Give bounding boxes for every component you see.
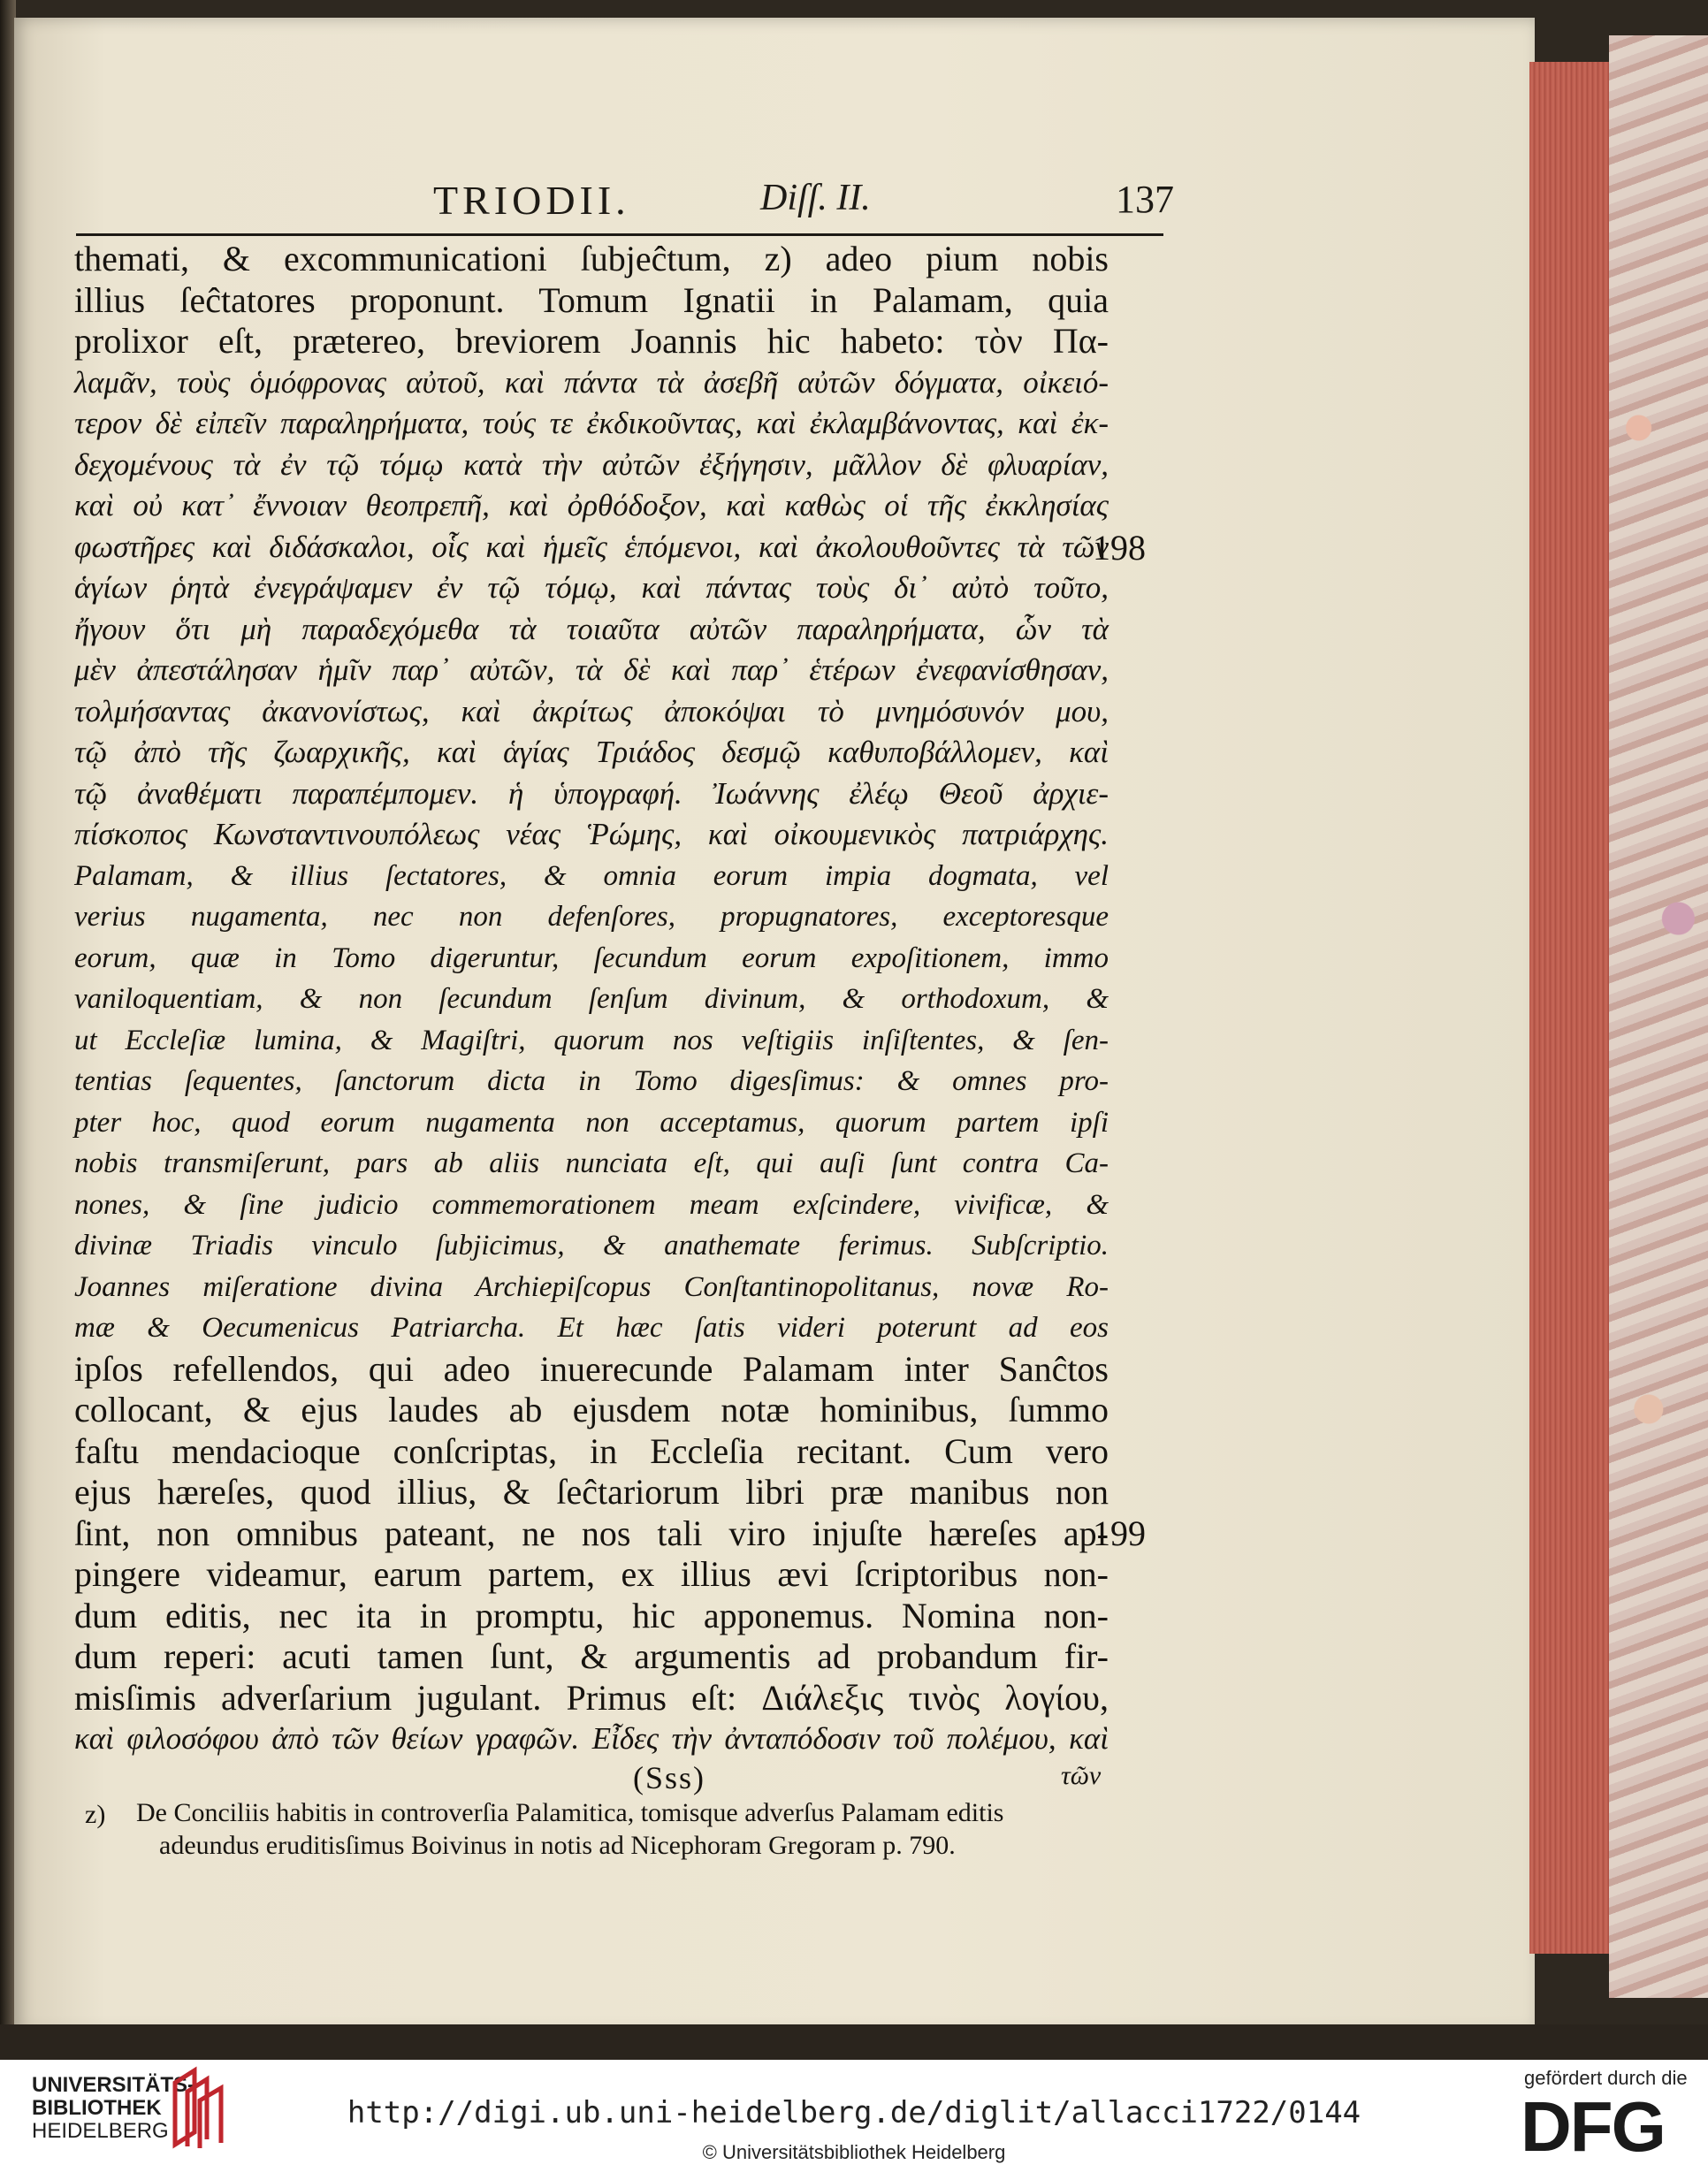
footnote-line: adeundus eruditisſimus Boivinus in notis ad Nicephoram Gregoram p. 790. [159,1831,956,1860]
footnote-mark: z) [85,1800,106,1829]
logo-line: BIBLIOTHEK [32,2096,162,2120]
running-title: TRIODII. [433,178,630,223]
text-line: mæ & Oecumenicus Patriarcha. Et hæc ſatis videri poterunt ad eos [74,1312,1109,1344]
text-line: tentias ſequentes, ſanctorum dicta in Tomo digesſimus: & omnes pro- [74,1065,1109,1097]
text-line: Palamam, & illius ſectatores, & omnia eorum impia dogmata, vel [74,859,1109,892]
margin-number: 198 [1093,528,1146,568]
header-rule [76,233,1163,236]
text-line: Joannes miſeratione divina Archiepiſcopus Conſtantinopolitanus, novæ Ro- [74,1270,1109,1303]
margin-number: 199 [1093,1513,1146,1553]
marbled-cover [1609,35,1708,1998]
funding-label: gefördert durch die [1524,2067,1688,2089]
text-line: δεχομένους τὰ ἐν τῷ τόμῳ κατὰ τὴν αὐτῶν ἐξήγησιν, μᾶλλον δὲ φλυαρίαν, [74,446,1109,482]
text-line: illius ſeĉtatores proponunt. Tomum Ignatii in Palamam, quia [74,279,1109,320]
text-line: dum editis, nec ita in promptu, hic apponemus. Nomina non- [74,1595,1109,1635]
text-line: ἤγουν ὅτι μὴ παραδεχόμεθα τὰ τοιαῦτα αὐτῶν παραληρήματα, ὧν τὰ [74,611,1109,646]
red-page-edges [1529,62,1609,1954]
text-line: μὲν ἀπεστάλησαν ἡμῖν παρ᾽ αὐτῶν, τὰ δὲ καὶ παρ᾽ ἑτέρων ἐνεφανίσθησαν, [74,652,1109,687]
text-line: λαμᾶν, τοὺς ὁμόφρονας αὐτοῦ, καὶ πάντα τὰ ἀσεβῆ αὐτῶν δόγματα, οἰκειό- [74,364,1109,400]
text-line: pingere videamur, earum partem, ex illius ævi ſcriptoribus non- [74,1554,1109,1594]
text-line: themati, & excommunicationi ſubjeĉtum, z) adeo pium nobis [74,239,1109,278]
text-line: pter hoc, quod eorum nugamenta non acceptamus, quorum partem ipſi [74,1106,1109,1139]
text-line: τῷ ἀπὸ τῆς ζωαρχικῆς, καὶ ἁγίας Τριάδος δεσμῷ καθυποβάλλομεν, καὶ [74,735,1109,769]
catchword: τῶν [1061,1761,1102,1790]
text-line: πίσκοπος Κωνσταντινουπόλεως νέας Ῥώμης, καὶ οἰκουμενικὸς πατριάρχης. [74,817,1109,851]
signature-mark: (Sss) [633,1760,706,1795]
text-line: prolixor eſt, prætereo, breviorem Joannis hic habeto: τὸν Πα- [74,321,1109,361]
text-line: καὶ οὐ κατ᾽ ἔννοιαν θεοπρεπῆ, καὶ ὀρθόδοξον, καὶ καθὼς οἱ τῆς ἐκκλησίας [74,488,1109,522]
text-line: collocant, & ejus laudes ab ejusdem notæ hominibus, ſummo [74,1390,1109,1429]
text-line: misſimis adverſarium jugulant. Primus eſt: Διάλεξις τινὸς λογίου, [74,1677,1109,1718]
text-line: ejus hæreſes, quod illius, & ſeĉtariorum libri præ manibus non [74,1472,1109,1512]
text-line: καὶ φιλοσόφου ἀπὸ τῶν θείων γραφῶν. Εἶδες τὴν ἀνταπόδοσιν τοῦ πολέμου, καὶ [74,1721,1109,1756]
text-line: eorum, quæ in Tomo digeruntur, ſecundum eorum expoſitionem, immo [74,941,1109,974]
text-line: τῷ ἀναθέματι παραπέμπομεν. ἡ ὑπογραφή. Ἰωάννης ἐλέῳ Θεοῦ ἀρχιε- [74,775,1109,811]
footnote [85,1796,1172,1862]
text-line: ſint, non omnibus pateant, ne nos tali viro injuſte hæreſes ap- [74,1513,1109,1553]
text-line: ipſos refellendos, qui adeo inuerecunde Palamam inter Sanĉtos [74,1348,1109,1389]
copyright: © Universitätsbibliothek Heidelberg [702,2141,1006,2163]
text-line: nobis transmiſerunt, pars ab aliis nunciata eſt, qui auſi ſunt contra Ca- [74,1147,1109,1179]
dissertation-label: Diſſ. II. [760,178,871,218]
logo-line: UNIVERSITÄTS- [32,2073,195,2097]
scan-bottom-shadow [0,2024,1708,2060]
footnote-line: De Conciliis habitis in controverſia Palamitica, tomisque adverſus Palamam editis [136,1798,1004,1827]
logo-line: HEIDELBERG [32,2119,169,2143]
text-line: φωστῆρες καὶ διδάσκαλοι, οἷς καὶ ἡμεῖς ἑπόμενοι, καὶ ἀκολουθοῦντες τὰ τῶν [74,529,1109,564]
text-line: τερον δὲ εἰπεῖν παραληρήματα, τούς τε ἐκδικοῦντας, καὶ ἐκλαμβάνοντας, καὶ ἐκ- [74,406,1109,440]
permalink[interactable]: http://digi.ub.uni-heidelberg.de/diglit/allacci1722/0144 [347,2095,1361,2130]
text-line: verius nugamenta, nec non defenſores, propugnatores, exceptoresque [74,901,1109,933]
text-line: vaniloquentiam, & non ſecundum ſenſum divinum, & orthodoxum, & [74,983,1109,1015]
dfg-logo[interactable]: DFG [1521,2087,1665,2166]
text-line: nones, & ſine judicio commemorationem meam exſcindere, vivificæ, & [74,1188,1109,1221]
text-line: ἁγίων ῥητὰ ἐνεγράψαμεν ἐν τῷ τόμῳ, καὶ πάντας τοὺς δι᾽ αὐτὸ τοῦτο, [74,570,1109,605]
page-number: 137 [1116,178,1174,221]
body-text [74,239,1109,1760]
text-line: τολμήσαντας ἀκανονίστως, καὶ ἀκρίτως ἀποκόψαι τὸ μνημόσυνόν μου, [74,693,1109,728]
text-line: ut Eccleſiæ lumina, & Magiſtri, quorum nos veſtigiis inſiſtentes, & ſen- [74,1024,1109,1056]
text-line: divinæ Triadis vinculo ſubjicimus, & anathemate ferimus. Subſcriptio. [74,1230,1109,1262]
text-line: faſtu mendacioque conſcriptas, in Eccleſia recitant. Cum vero [74,1430,1109,1471]
text-line: dum reperi: acuti tamen ſunt, & argumentis ad probandum fir- [74,1636,1109,1676]
